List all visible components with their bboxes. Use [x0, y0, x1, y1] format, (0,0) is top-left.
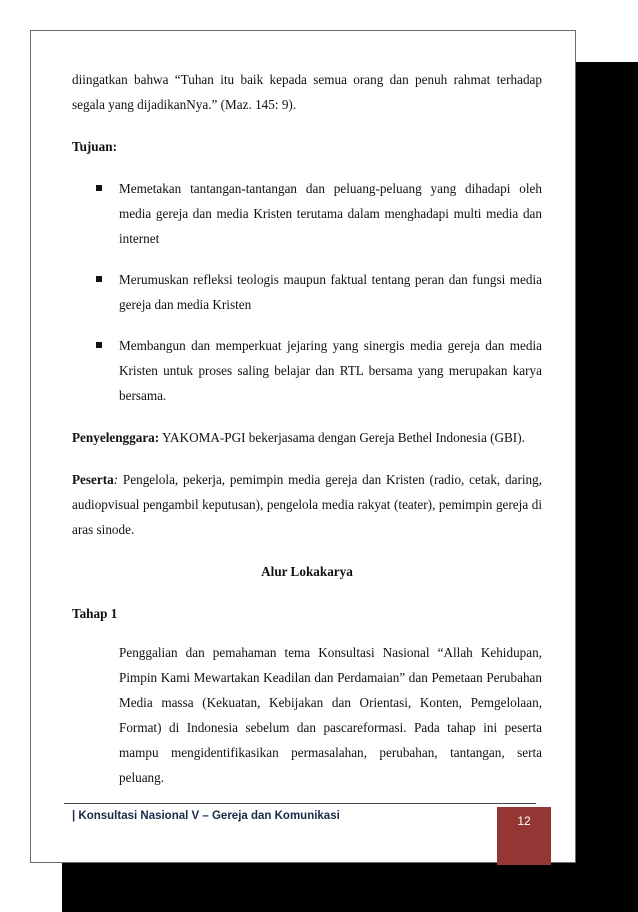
tahap1-heading: Tahap 1: [72, 606, 118, 621]
footer-title: | Konsultasi Nasional V – Gereja dan Komunikasi: [72, 810, 340, 822]
page-content: [72, 67, 542, 790]
penyelenggara-label: Penyelenggara:: [72, 430, 160, 445]
square-bullet-icon: [96, 342, 102, 348]
tahap1-paragraph: Penggalian dan pemahaman tema Konsultasi Nasional “Allah Kehidupan, Pimpin Kami Mewartakan Keadilan dan Perdamaian” dan Pemetaan Perubahan Media massa (Kekuatan, Kebijakan dan Orientasi, Konten, Pemgelolaan, Format) di Indonesia sebelum dan pascareformasi. Pada tahap ini peserta mampu mengidentifikasikan permasalahan, perubahan, tantangan, serta peluang.: [119, 645, 542, 785]
alur-title: Alur Lokakarya: [261, 564, 353, 579]
tujuan-item: Memetakan tantangan-tantangan dan peluang-peluang yang dihadapi oleh media gereja dan media Kristen terutama dalam menghadapi multi media dan internet: [72, 176, 542, 251]
tujuan-item: Merumuskan refleksi teologis maupun faktual tentang peran dan fungsi media gereja dan media Kristen: [72, 267, 542, 317]
peserta-label: Peserta: [72, 472, 114, 487]
peserta-paragraph: Peserta: Pengelola, pekerja, pemimpin media gereja dan Kristen (radio, cetak, daring, audiopvisual pengambil keputusan), pengelola media rakyat (teater), pemimpin gereja di aras sinode.: [72, 472, 542, 537]
page-number: 12: [497, 807, 551, 865]
penyelenggara-paragraph: Penyelenggara: YAKOMA-PGI bekerjasama dengan Gereja Bethel Indonesia (GBI).: [72, 430, 525, 445]
footer-divider: [64, 803, 536, 804]
square-bullet-icon: [96, 185, 102, 191]
tujuan-item: Membangun dan memperkuat jejaring yang sinergis media gereja dan media Kristen untuk proses saling belajar dan RTL bersama yang merupakan karya bersama.: [72, 333, 542, 408]
tujuan-heading: Tujuan:: [72, 139, 117, 154]
tujuan-list: [72, 176, 542, 408]
document-page: [30, 30, 576, 863]
intro-paragraph: diingatkan bahwa “Tuhan itu baik kepada semua orang dan penuh rahmat terhadap segala yang dijadikanNya.” (Maz. 145: 9).: [72, 72, 542, 112]
square-bullet-icon: [96, 276, 102, 282]
